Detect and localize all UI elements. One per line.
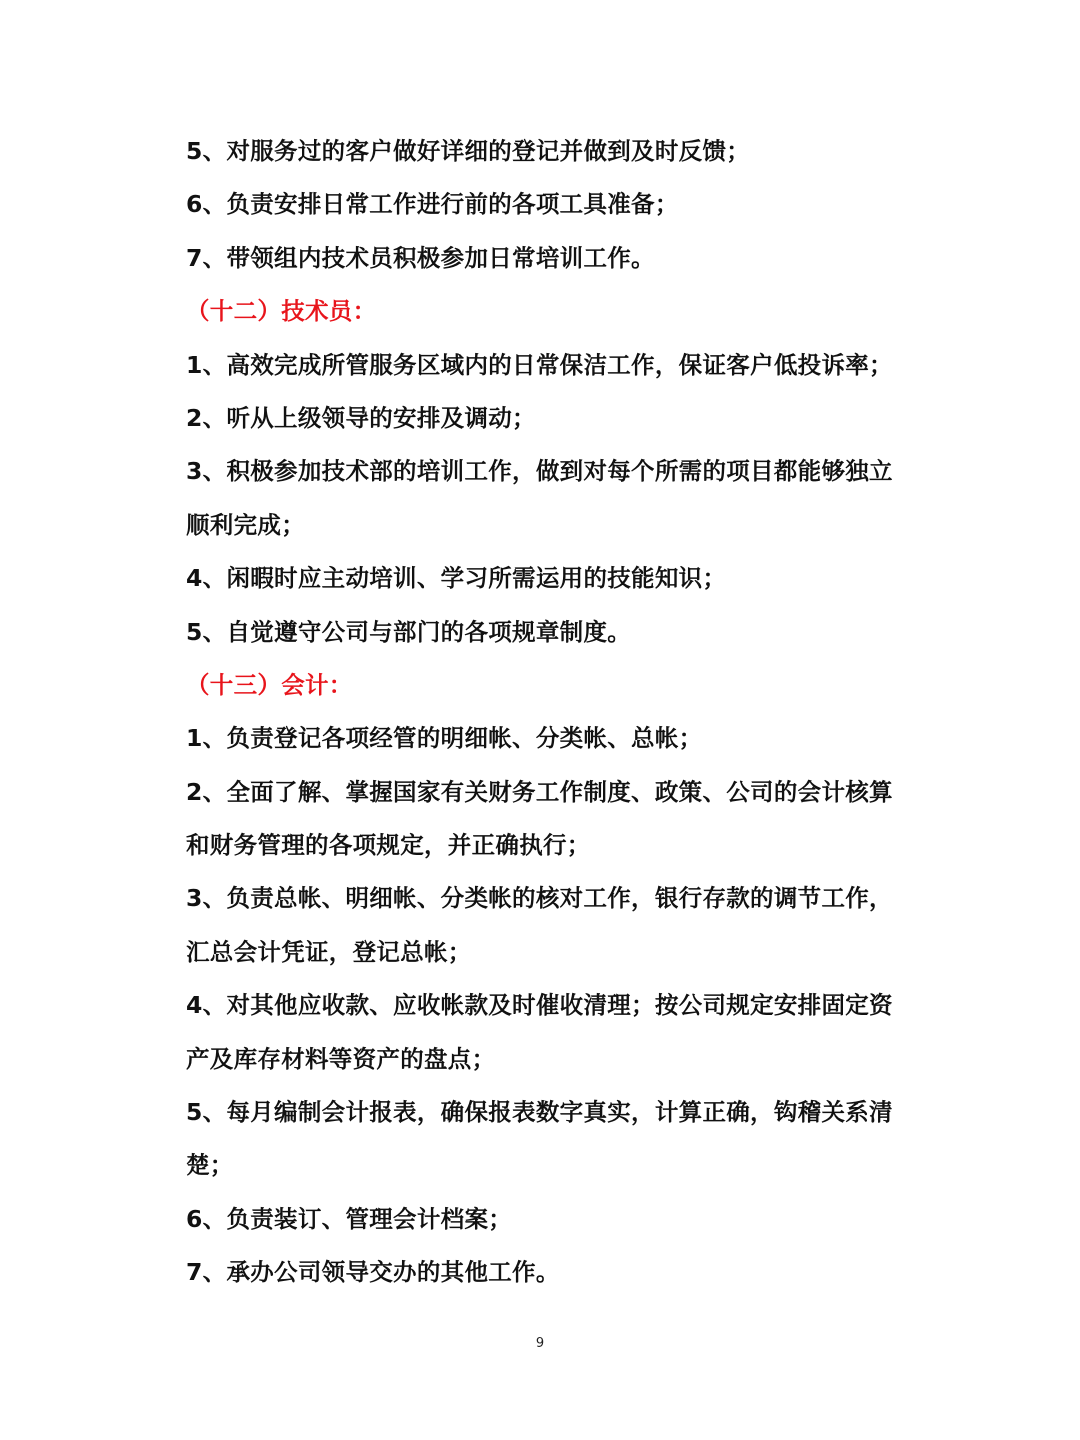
paragraph-line: 顺利完成； [186, 510, 305, 539]
paragraph-line: 3、积极参加技术部的培训工作，做到对每个所需的项目都能够独立 [186, 457, 893, 486]
section-heading: （十二）技术员： [186, 297, 377, 326]
paragraph-line: 楚； [186, 1151, 234, 1180]
paragraph-line: 6、负责装订、管理会计档案； [186, 1204, 513, 1233]
paragraph-line: 3、负责总帐、明细帐、分类帐的核对工作，银行存款的调节工作， [186, 884, 893, 913]
paragraph-line: 5、自觉遵守公司与部门的各项规章制度。 [186, 617, 632, 646]
paragraph-line: 6、负责安排日常工作进行前的各项工具准备； [186, 190, 679, 219]
paragraph-line: 和财务管理的各项规定，并正确执行； [186, 831, 591, 860]
paragraph-line: 4、对其他应收款、应收帐款及时催收清理；按公司规定安排固定资 [186, 991, 893, 1020]
paragraph-line: 2、全面了解、掌握国家有关财务工作制度、政策、公司的会计核算 [186, 777, 893, 806]
paragraph-line: 1、负责登记各项经管的明细帐、分类帐、总帐； [186, 724, 703, 753]
section-heading: （十三）会计： [186, 670, 353, 699]
paragraph-line: 1、高效完成所管服务区域内的日常保洁工作，保证客户低投诉率； [186, 350, 893, 379]
paragraph-line: 汇总会计凭证，登记总帐； [186, 937, 472, 966]
paragraph-line: 5、每月编制会计报表，确保报表数字真实，计算正确，钩稽关系清 [186, 1098, 893, 1127]
paragraph-line: 7、带领组内技术员积极参加日常培训工作。 [186, 243, 655, 272]
page-number: 9 [535, 1336, 545, 1351]
paragraph-line: 5、对服务过的客户做好详细的登记并做到及时反馈； [186, 137, 751, 165]
paragraph-line: 产及库存材料等资产的盘点； [186, 1044, 496, 1073]
paragraph-line: 2、听从上级领导的安排及调动； [186, 403, 536, 432]
paragraph-line: 7、承办公司领导交办的其他工作。 [186, 1258, 560, 1287]
paragraph-line: 4、闲暇时应主动培训、学习所需运用的技能知识； [186, 564, 727, 593]
document-body [186, 125, 902, 1300]
